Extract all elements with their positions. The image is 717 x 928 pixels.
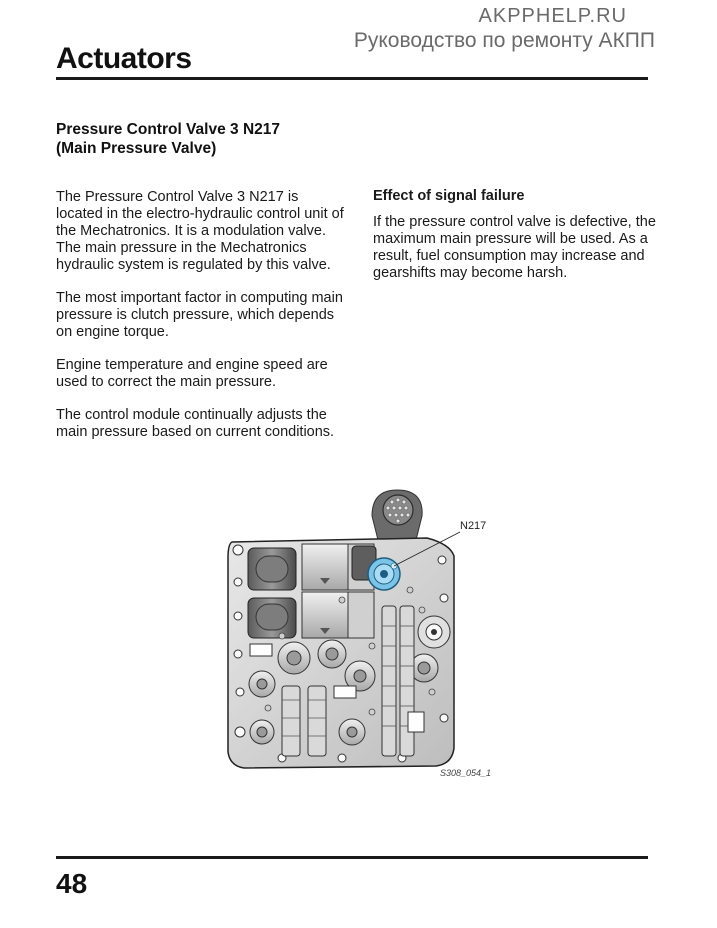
page-number: 48 xyxy=(56,868,88,899)
figure-code: S308_054_1 xyxy=(440,768,492,778)
left-column xyxy=(56,189,346,457)
paragraph-adjustment: The control module continually adjusts the main pressure based on current conditions. xyxy=(56,407,335,440)
footer-divider xyxy=(56,856,648,859)
header-divider xyxy=(56,77,648,80)
paragraph-correction: Engine temperature and engine speed are used to correct the main pressure. xyxy=(56,357,328,390)
paragraph-clutch-pressure: The most important factor in computing main pressure is clutch pressure, which depends on engine torque. xyxy=(56,290,343,340)
right-accumulator xyxy=(418,616,450,648)
section-title xyxy=(56,120,280,158)
watermark-subtitle: Руководство по ремонту АКПП xyxy=(353,29,655,52)
page-title: Actuators xyxy=(56,42,192,75)
section-title-line2: (Main Pressure Valve) xyxy=(56,140,217,157)
paragraph-location: The Pressure Control Valve 3 N217 is located in the electro-hydraulic control unit of the Mechatronics. It is a modulation valve. The main pressure in the Mechatronics hydraulic system is regulated by this valve. xyxy=(56,189,344,273)
signal-failure-heading: Effect of signal failure xyxy=(373,188,525,204)
right-column xyxy=(373,187,663,282)
watermark xyxy=(354,4,655,54)
signal-failure-paragraph: If the pressure control valve is defective, the maximum main pressure will be used. As a result, fuel consumption may increase and gearshifts may become harsh. xyxy=(373,214,656,281)
watermark-site: AKPPHELP.RU xyxy=(478,5,627,27)
n217-callout-label: N217 xyxy=(460,520,487,532)
section-title-line1: Pressure Control Valve 3 N217 xyxy=(56,121,281,138)
